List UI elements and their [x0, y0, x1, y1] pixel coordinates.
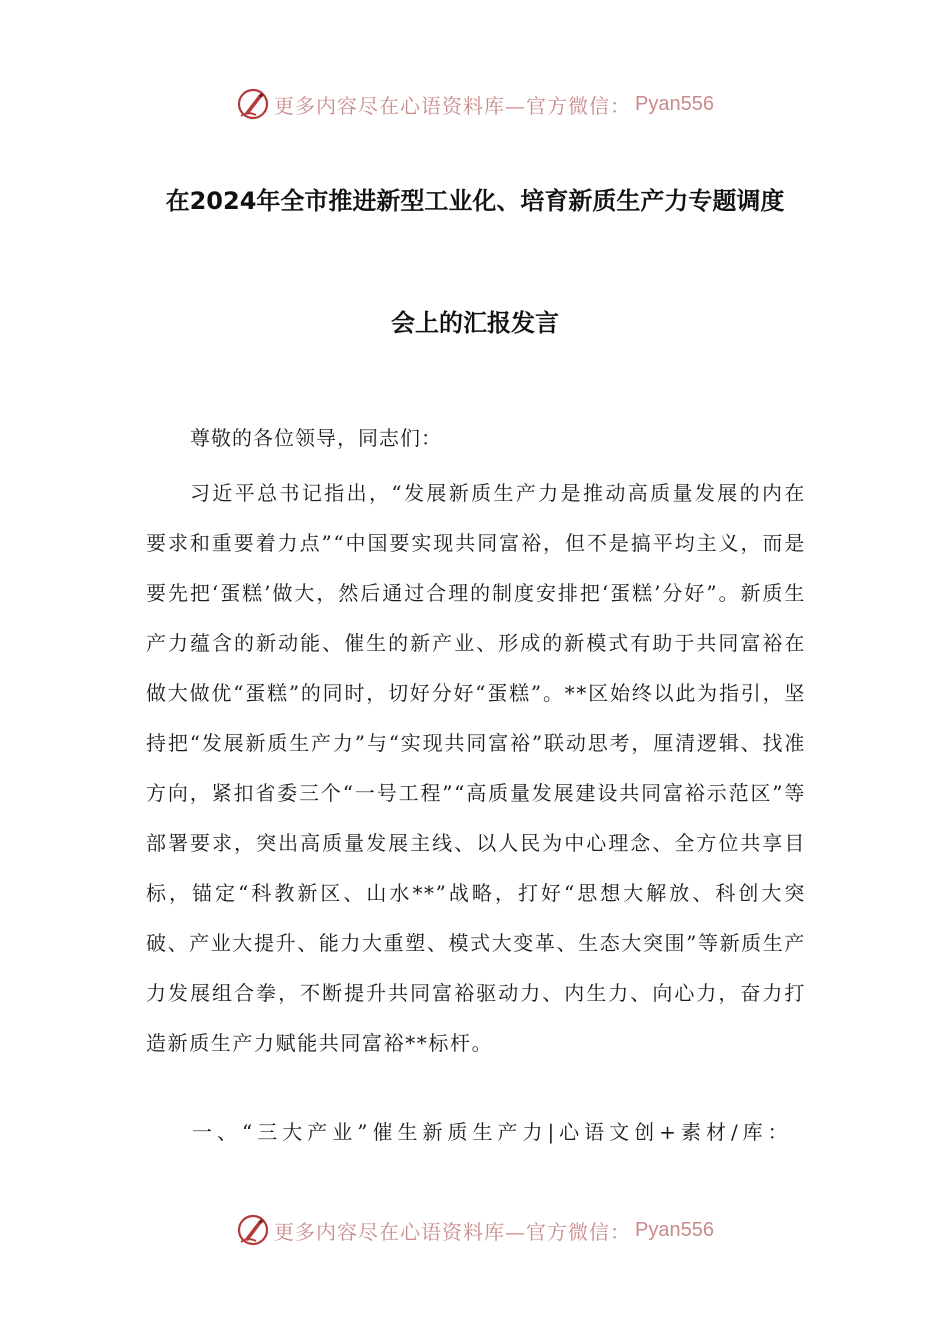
pen-logo-icon — [236, 1213, 270, 1247]
section-heading: 一、“三大产业”催生新质生产力|心语文创+素材/库： — [192, 1120, 793, 1144]
body-paragraph: 习近平总书记指出，“发展新质生产力是推动高质量发展的内在要求和重要着力点”“中国要实现共同富裕，但不是搞平均主义，而是要先把‘蛋糕’做大，然后通过合理的制度安排把‘蛋糕’分好”。新质生产力蕴含的新动能、催生的新产业、形成的新模式有助于共同富裕在做大做优“蛋糕”的同时，切好分好“蛋糕”。**区始终以此为指引，坚持把“发展新质生产力”与“实现共同富裕”联动思考，厘清逻辑、找准方向，紧扣省委三个“一号工程”“高质量发展建设共同富裕示范区”等部署要求，突出高质量发展主线、以人民为中心理念、全方位共享目标，锚定“科教新区、山水**”战略，打好“思想大解放、科创大突破、产业大提升、能力大重塑、模式大变革、生态大突围”等新质生产力发展组合拳，不断提升共同富裕驱动力、内生力、向心力，奋力打造新质生产力赋能共同富裕**标杆。 — [146, 481, 806, 1055]
watermark-wechat-id: Pyan556 — [635, 1218, 714, 1241]
watermark-header — [0, 84, 950, 124]
document-title-line-1: 在2024年全市推进新型工业化、培育新质生产力专题调度 — [165, 187, 785, 215]
watermark-wechat-id: Pyan556 — [635, 92, 714, 115]
document-title-line-2: 会上的汇报发言 — [391, 309, 559, 337]
watermark-text: 更多内容尽在心语资料库—官方微信： — [274, 1219, 632, 1244]
pen-logo-icon — [236, 87, 270, 121]
watermark-footer — [0, 1210, 950, 1250]
watermark-text: 更多内容尽在心语资料库—官方微信： — [274, 93, 632, 118]
salutation: 尊敬的各位领导，同志们： — [190, 426, 442, 450]
